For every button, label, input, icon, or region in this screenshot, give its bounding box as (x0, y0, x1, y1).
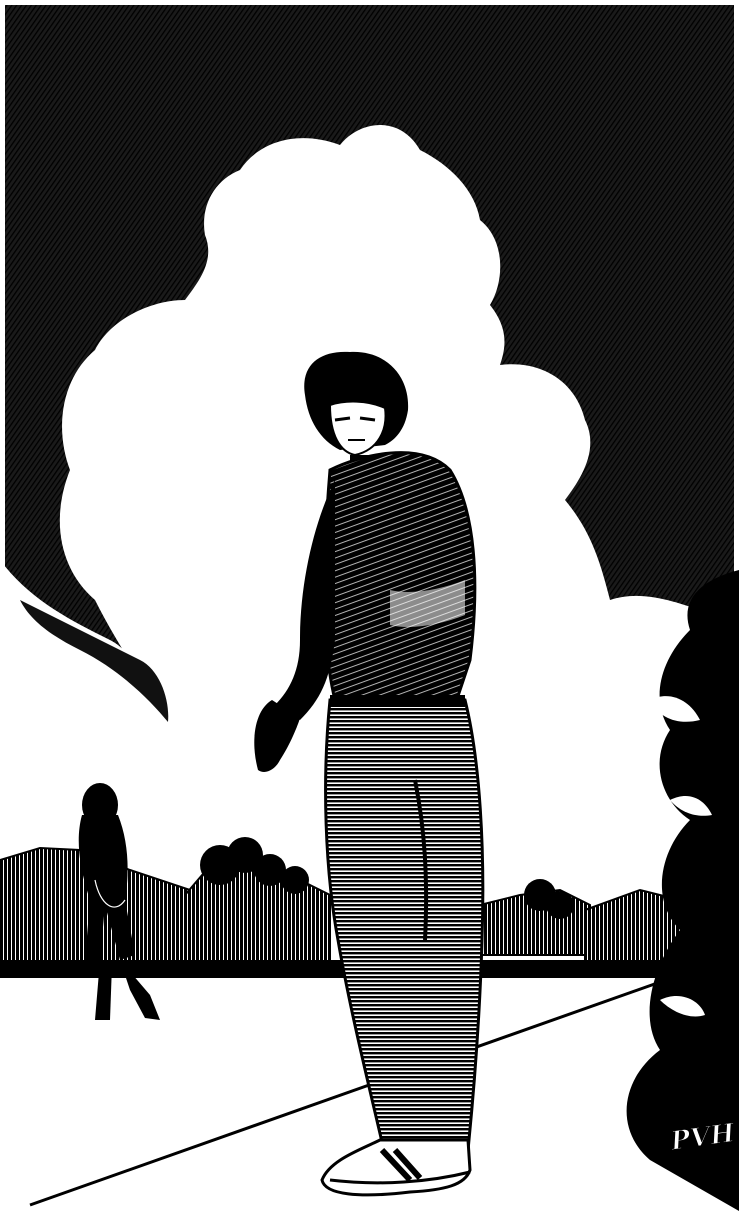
artist-signature: PVH (668, 1118, 737, 1157)
